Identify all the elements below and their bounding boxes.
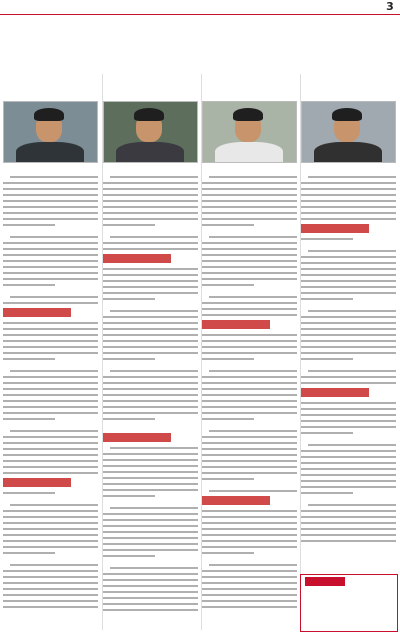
text-line: [301, 280, 396, 282]
text-line: [202, 412, 297, 414]
text-line: [202, 478, 254, 480]
text-line: [103, 400, 198, 402]
text-line: [103, 194, 198, 196]
text-line: [103, 489, 198, 491]
text-line: [103, 453, 198, 455]
text-line: [103, 182, 198, 184]
text-line: [202, 588, 297, 590]
text-line: [103, 573, 198, 575]
text-line: [202, 534, 297, 536]
text-line: [110, 507, 198, 509]
text-line: [301, 420, 396, 422]
column-title: [202, 82, 297, 97]
text-line: [301, 462, 396, 464]
text-line: [301, 480, 396, 482]
text-line: [202, 394, 297, 396]
subsection-heading: [301, 388, 369, 397]
subsection-heading: [3, 478, 71, 487]
column-kicker: [3, 74, 98, 82]
text-line: [301, 238, 353, 240]
text-line: [202, 388, 297, 390]
text-line: [202, 248, 297, 250]
text-line: [202, 406, 297, 408]
text-line: [202, 260, 297, 262]
text-line: [3, 352, 98, 354]
text-line: [103, 579, 198, 581]
text-line: [3, 436, 98, 438]
text-line: [202, 600, 297, 602]
text-line: [103, 477, 198, 479]
text-line: [3, 582, 98, 584]
text-line: [3, 528, 98, 530]
text-line: [301, 262, 396, 264]
text-line: [301, 516, 396, 518]
text-line: [301, 492, 353, 494]
text-line: [103, 322, 198, 324]
text-line: [301, 456, 396, 458]
subsection-heading: [103, 254, 171, 263]
text-line: [301, 274, 396, 276]
column-body: [202, 176, 297, 621]
text-line: [3, 200, 98, 202]
text-line: [103, 585, 198, 587]
text-line: [301, 402, 396, 404]
text-line: [103, 248, 198, 250]
text-line: [3, 388, 98, 390]
text-line: [308, 176, 396, 178]
text-line: [301, 212, 396, 214]
text-line: [103, 280, 198, 282]
text-line: [202, 358, 254, 360]
text-line: [3, 516, 98, 518]
text-line: [103, 531, 198, 533]
text-line: [301, 528, 396, 530]
text-line: [301, 182, 396, 184]
text-line: [301, 328, 396, 330]
text-line: [301, 450, 396, 452]
text-line: [103, 418, 155, 420]
text-line: [301, 286, 396, 288]
text-line: [301, 298, 353, 300]
text-line: [110, 176, 198, 178]
text-line: [202, 200, 297, 202]
text-line: [301, 334, 396, 336]
text-line: [103, 394, 198, 396]
text-line: [3, 570, 98, 572]
text-line: [110, 310, 198, 312]
text-line: [3, 472, 98, 474]
text-line: [3, 266, 98, 268]
column-body: [301, 176, 396, 554]
text-line: [3, 576, 98, 578]
text-line: [308, 370, 396, 372]
text-line: [301, 510, 396, 512]
text-line: [103, 316, 198, 318]
subheadline: [20, 49, 380, 61]
text-line: [3, 448, 98, 450]
text-line: [3, 182, 98, 184]
text-line: [103, 537, 198, 539]
text-line: [301, 340, 396, 342]
text-line: [202, 570, 297, 572]
text-line: [3, 510, 98, 512]
text-line: [202, 206, 297, 208]
text-line: [202, 188, 297, 190]
text-line: [202, 272, 297, 274]
subsection-heading: [202, 496, 270, 505]
text-line: [3, 218, 98, 220]
text-line: [202, 436, 297, 438]
text-line: [202, 340, 297, 342]
text-line: [3, 454, 98, 456]
text-line: [103, 212, 198, 214]
text-line: [202, 546, 297, 548]
text-line: [10, 370, 98, 372]
text-line: [301, 352, 396, 354]
text-line: [301, 468, 396, 470]
text-line: [202, 182, 297, 184]
text-line: [103, 495, 155, 497]
text-line: [301, 256, 396, 258]
text-line: [3, 188, 98, 190]
text-line: [308, 310, 396, 312]
text-line: [3, 552, 55, 554]
text-line: [3, 248, 98, 250]
text-line: [110, 370, 198, 372]
text-line: [10, 564, 98, 566]
text-line: [3, 302, 98, 304]
text-line: [103, 352, 198, 354]
text-line: [301, 540, 396, 542]
text-line: [301, 200, 396, 202]
text-line: [3, 394, 98, 396]
text-line: [103, 376, 198, 378]
text-line: [3, 412, 98, 414]
text-line: [3, 406, 98, 408]
text-line: [3, 260, 98, 262]
text-line: [110, 567, 198, 569]
portrait-photo: [301, 101, 396, 163]
text-line: [202, 302, 297, 304]
subsection-heading: [3, 308, 71, 317]
text-line: [202, 540, 297, 542]
text-line: [308, 504, 396, 506]
text-line: [10, 504, 98, 506]
text-line: [3, 546, 98, 548]
portrait-photo: [3, 101, 98, 163]
text-line: [10, 236, 98, 238]
text-line: [103, 298, 155, 300]
text-line: [301, 292, 396, 294]
text-line: [202, 466, 297, 468]
text-line: [103, 471, 198, 473]
text-line: [3, 242, 98, 244]
text-line: [202, 552, 254, 554]
byline: [60, 62, 340, 71]
column-kicker: [202, 74, 297, 82]
text-line: [202, 284, 254, 286]
text-line: [3, 254, 98, 256]
text-line: [103, 459, 198, 461]
text-line: [103, 242, 198, 244]
text-line: [202, 460, 297, 462]
text-line: [3, 418, 55, 420]
subsection-heading: [301, 224, 369, 233]
text-line: [301, 268, 396, 270]
text-line: [301, 316, 396, 318]
text-line: [103, 292, 198, 294]
text-line: [209, 176, 297, 178]
text-line: [3, 460, 98, 462]
text-line: [202, 606, 297, 608]
text-line: [103, 346, 198, 348]
text-line: [209, 296, 297, 298]
text-line: [301, 408, 396, 410]
text-line: [3, 492, 55, 494]
text-line: [301, 382, 396, 384]
text-line: [3, 522, 98, 524]
text-line: [202, 278, 297, 280]
text-line: [202, 242, 297, 244]
text-line: [103, 406, 198, 408]
text-line: [308, 250, 396, 252]
text-line: [209, 564, 297, 566]
text-line: [103, 412, 198, 414]
text-line: [3, 466, 98, 468]
text-line: [3, 600, 98, 602]
article-column-2: [102, 74, 198, 630]
text-line: [209, 236, 297, 238]
text-line: [301, 534, 396, 536]
text-line: [202, 594, 297, 596]
text-line: [202, 266, 297, 268]
text-line: [202, 376, 297, 378]
text-line: [301, 358, 353, 360]
text-line: [202, 448, 297, 450]
text-line: [202, 522, 297, 524]
main-headline: [20, 22, 380, 48]
text-line: [3, 224, 55, 226]
text-line: [103, 328, 198, 330]
text-line: [103, 549, 198, 551]
text-line: [103, 609, 198, 611]
text-line: [103, 206, 198, 208]
text-line: [3, 346, 98, 348]
text-line: [301, 426, 396, 428]
text-line: [103, 591, 198, 593]
dateline: [70, 2, 270, 11]
text-line: [301, 188, 396, 190]
text-line: [202, 212, 297, 214]
text-line: [3, 284, 55, 286]
text-line: [308, 444, 396, 446]
text-line: [301, 522, 396, 524]
text-line: [3, 540, 98, 542]
text-line: [103, 218, 198, 220]
editor-note-heading: [305, 577, 345, 586]
text-line: [202, 418, 254, 420]
text-line: [10, 430, 98, 432]
text-line: [202, 382, 297, 384]
text-line: [3, 358, 55, 360]
text-line: [3, 382, 98, 384]
text-line: [3, 194, 98, 196]
text-line: [3, 400, 98, 402]
text-line: [3, 442, 98, 444]
text-line: [110, 447, 198, 449]
text-line: [3, 376, 98, 378]
text-line: [202, 314, 297, 316]
portrait-photo: [202, 101, 297, 163]
column-title: [3, 82, 98, 97]
article-column-1: [3, 74, 98, 630]
text-line: [103, 519, 198, 521]
text-line: [202, 400, 297, 402]
text-line: [103, 224, 155, 226]
text-line: [301, 376, 396, 378]
article-column-4: [300, 74, 396, 630]
text-line: [301, 432, 353, 434]
text-line: [103, 543, 198, 545]
article-column-3: [201, 74, 297, 630]
text-line: [3, 278, 98, 280]
text-line: [301, 414, 396, 416]
text-line: [301, 486, 396, 488]
text-line: [103, 465, 198, 467]
text-line: [202, 352, 297, 354]
text-line: [301, 218, 396, 220]
text-line: [3, 606, 98, 608]
editor-note-box: [300, 574, 398, 632]
text-line: [202, 254, 297, 256]
text-line: [103, 188, 198, 190]
subsection-heading: [103, 433, 171, 442]
text-line: [202, 334, 297, 336]
text-line: [3, 334, 98, 336]
text-line: [202, 472, 297, 474]
page-number: 3: [386, 0, 394, 13]
text-line: [103, 268, 198, 270]
text-line: [103, 513, 198, 515]
text-line: [3, 340, 98, 342]
text-line: [103, 388, 198, 390]
text-line: [202, 528, 297, 530]
text-line: [202, 510, 297, 512]
text-line: [202, 224, 254, 226]
text-line: [202, 582, 297, 584]
text-line: [103, 200, 198, 202]
text-line: [202, 576, 297, 578]
text-line: [209, 430, 297, 432]
text-line: [3, 272, 98, 274]
text-line: [301, 474, 396, 476]
text-line: [301, 194, 396, 196]
masthead: [318, 1, 380, 13]
column-title: [301, 82, 396, 97]
subsection-heading: [202, 320, 270, 329]
text-line: [202, 454, 297, 456]
text-line: [110, 236, 198, 238]
portrait-photo: [103, 101, 198, 163]
text-line: [10, 176, 98, 178]
text-line: [103, 555, 155, 557]
text-line: [103, 286, 198, 288]
text-line: [103, 358, 155, 360]
text-line: [103, 483, 198, 485]
column-body: [3, 176, 98, 621]
column-kicker: [301, 74, 396, 82]
text-line: [301, 346, 396, 348]
text-line: [202, 194, 297, 196]
text-line: [3, 534, 98, 536]
text-line: [103, 597, 198, 599]
text-line: [3, 322, 98, 324]
text-line: [209, 370, 297, 372]
text-line: [209, 490, 297, 492]
text-line: [3, 206, 98, 208]
text-line: [10, 296, 98, 298]
text-line: [3, 328, 98, 330]
text-line: [3, 212, 98, 214]
column-body: [103, 176, 198, 621]
text-line: [103, 525, 198, 527]
text-line: [202, 346, 297, 348]
text-line: [202, 218, 297, 220]
text-line: [103, 274, 198, 276]
column-kicker: [103, 74, 198, 82]
text-line: [301, 206, 396, 208]
text-line: [202, 442, 297, 444]
text-line: [202, 308, 297, 310]
text-line: [3, 588, 98, 590]
text-line: [103, 382, 198, 384]
text-line: [103, 340, 198, 342]
text-line: [202, 516, 297, 518]
text-line: [103, 334, 198, 336]
text-line: [103, 603, 198, 605]
text-line: [301, 322, 396, 324]
column-title: [103, 82, 198, 97]
text-line: [3, 594, 98, 596]
